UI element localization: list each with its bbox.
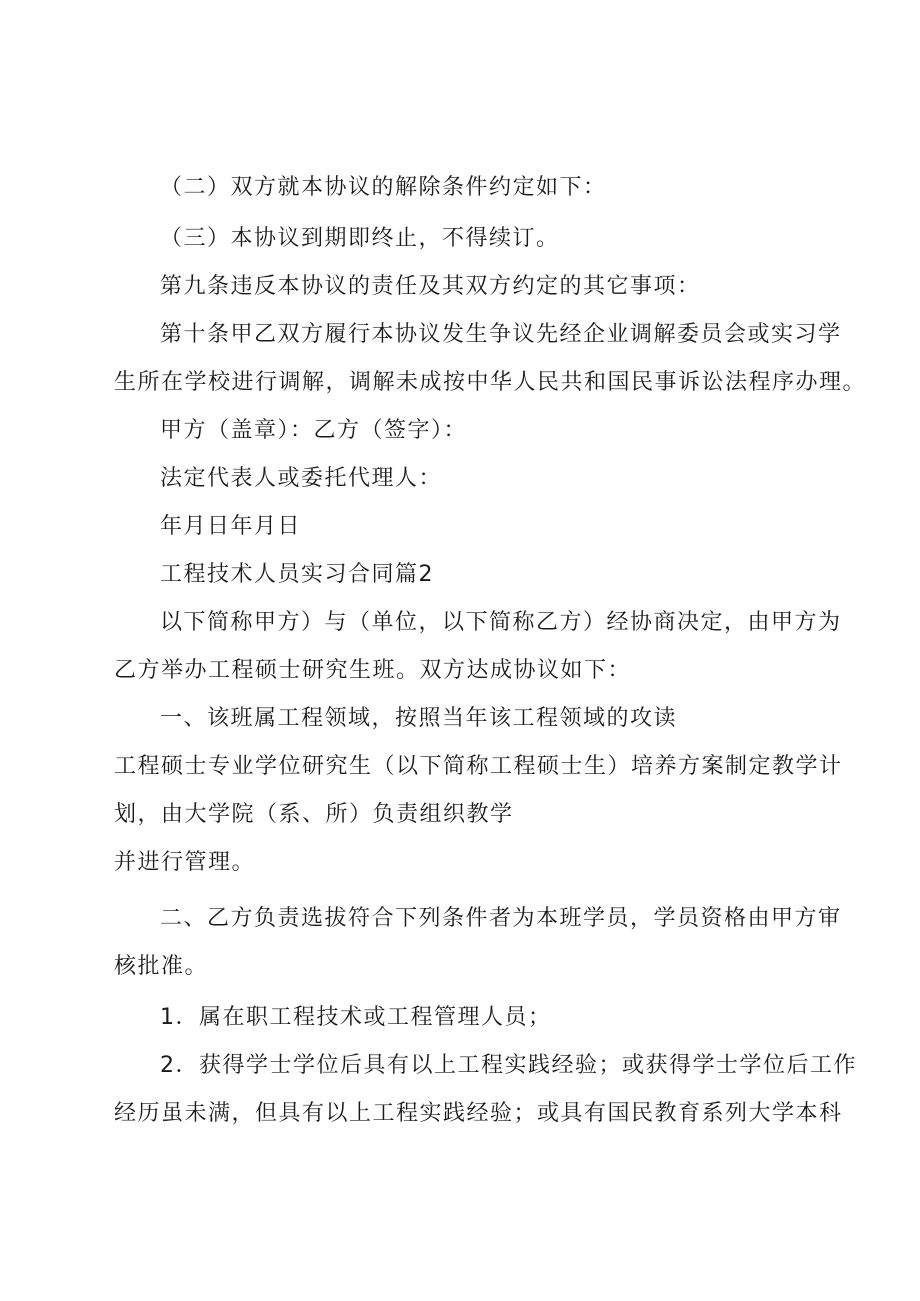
paragraph-line: 乙方举办工程硕士研究生班。双方达成协议如下：	[114, 658, 632, 683]
list-item: 2．获得学士学位后具有以上工程实践经验；或获得学士学位后工作	[160, 1053, 857, 1078]
representative-line: 法定代表人或委托代理人：	[160, 466, 443, 491]
paragraph-line: 第十条甲乙双方履行本协议发生争议先经企业调解委员会或实习学	[160, 322, 842, 347]
paragraph-line: 并进行管理。	[114, 850, 256, 875]
paragraph-line: 生所在学校进行调解，调解未成按中华人民共和国民事诉讼法程序办理。	[114, 370, 867, 395]
paragraph-line: 核批准。	[114, 954, 209, 979]
paragraph-line: 经历虽未满，但具有以上工程实践经验；或具有国民教育系列大学本科	[114, 1101, 843, 1126]
list-item: 1．属在职工程技术或工程管理人员；	[160, 1005, 552, 1030]
paragraph-line: 一、该班属工程领域，按照当年该工程领域的攻读	[160, 706, 678, 731]
paragraph-line: 二、乙方负责选拔符合下列条件者为本班学员，学员资格由甲方审	[160, 906, 842, 931]
paragraph-line: 以下简称甲方）与（单位，以下简称乙方）经协商决定，由甲方为	[160, 610, 842, 635]
paragraph-line: 第九条违反本协议的责任及其双方约定的其它事项：	[160, 274, 701, 299]
signature-line: 甲方（盖章）：乙方（签字）：	[160, 418, 468, 443]
paragraph-line: 划，由大学院（系、所）负责组织教学	[114, 802, 514, 827]
paragraph-line: 工程硕士专业学位研究生（以下简称工程硕士生）培养方案制定教学计	[114, 754, 843, 779]
date-line: 年月日年月日	[160, 514, 302, 539]
paragraph-line: （二）双方就本协议的解除条件约定如下：	[160, 175, 607, 200]
paragraph-line: （三）本协议到期即终止，不得续订。	[160, 226, 560, 251]
section-title: 工程技术人员实习合同篇2	[160, 562, 434, 587]
